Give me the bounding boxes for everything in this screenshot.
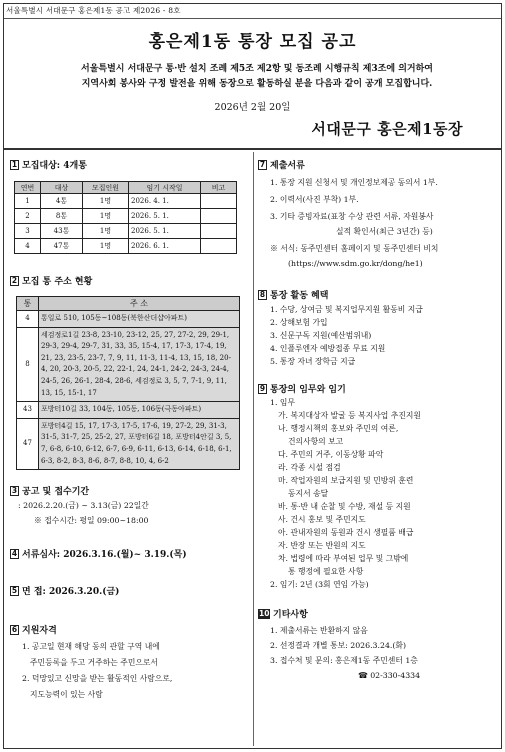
section-number: 4 [11,548,18,558]
section-title: 서류심사: 2026.3.16.(월)~ 3.19.(목) [22,550,187,561]
table-cell [201,209,237,224]
page-title: 홍은제1동 통장 모집 공고 [148,32,357,52]
list-item: 1. 수당, 상여금 및 복지업무지원 활동비 지급 [270,305,423,314]
table-row [17,327,240,402]
list-item: 통 행정에 필요한 사항 [288,567,364,576]
section-recruit-target [10,158,248,171]
list-item: 라. 각종 시설 점검 [278,463,341,472]
other-list [258,624,498,682]
table-row [15,239,237,254]
section-number: 6 [11,624,18,634]
table-row [17,311,240,328]
list-item: 사. 건시 홍보 및 주민지도 [278,515,366,524]
section-title: 기타사항 [273,610,308,620]
list-item: 건의사항의 보고 [288,437,344,446]
table-cell: 세검정로1길 23-8, 23-10, 23-12, 25, 27, 27-2, 29, 29-1, 29-3, 29-4, 29-7, 31, 33, 35, 15-4, 17, 17-3, 17-4, 19, 21, 23, 23-5, 23-7, 7, 9, 11, 11-3, 11-4, 13, 15, 18, 20-4, 20, 20-3, 20-5, 22, 22-1, 24, 24-1, 24-2, 24-3, 24-4, 24-5, 26, 26-1, 28-4, 28-6, 세검정로 3, 5, 7, 7-1, 9, 11, 13, 15, 15-1, 17 [39,327,240,402]
intro-line-1: 서울특별시 서대문구 통·반 설치 조례 제5조 제2항 및 동조례 시행규칙 제3조에 의거하여 [81,64,433,74]
list-item: 실적 확인서(최근 3년간) 등) [336,227,433,236]
address-table [16,296,240,470]
section-title: 통장의 임무와 임기 [270,385,346,395]
table-cell: 2026. 5. 1. [129,224,201,239]
right-column [258,158,498,682]
intro-text [22,62,492,92]
table-cell: 47 [17,418,39,469]
qualification-list [10,640,248,701]
table-cell: 2 [15,209,41,224]
section-number: 8 [259,289,266,299]
section-address-status [10,274,248,287]
list-item: 마. 작업자원의 보급지원 및 민방위 훈련 [278,476,414,485]
col-header: 통 [17,297,39,311]
col-header: 비고 [201,182,237,194]
table-cell: 포방터10길 33, 104동, 105동, 106동(극동아파트) [39,402,240,419]
table-row [17,418,240,469]
section-other [258,607,498,620]
top-rule [4,18,501,19]
notice-number: 서울특별시 서대문구 홍은제1동 공고 제2026 - 8호 [6,6,181,15]
table-header-row [15,182,237,194]
section-number: 2 [11,275,18,285]
list-item: 1. 임무 [270,398,295,407]
list-item: 주민등록을 두고 거주하는 주민으로서 [30,658,158,668]
col-header: 연번 [15,182,41,194]
list-item: 2. 이력서(사진 부착) 1부. [270,195,359,204]
table-cell [201,239,237,254]
list-item: 3. 접수처 및 문의: 홍은제1동 주민센터 1층 [270,656,418,665]
section-number: 3 [11,485,18,495]
list-item: 지도능력이 있는 사람 [30,690,103,700]
period-dates: : 2026.2.20.(금) ~ 3.13(금) 22일간 [18,501,149,511]
table-row [15,209,237,224]
table-cell: 43통 [41,224,83,239]
table-cell: 8통 [41,209,83,224]
table-cell: 1명 [83,224,129,239]
table-cell: 2026. 6. 1. [129,239,201,254]
table-cell: 1 [15,194,41,209]
section-number: 10 [259,608,270,618]
left-column [10,158,248,701]
list-item: 2. 임기: 2년 (3회 연임 가능) [270,580,369,589]
list-item: ※ 서식: 동주민센터 홈페이지 및 동주민센터 비치 [270,244,439,253]
section-documents [258,158,498,171]
documents-list [258,176,498,270]
list-item: 다. 주민의 거주, 이동상황 파악 [278,450,384,459]
contact-phone: ☎ 02-330-4334 [358,671,421,680]
table-row [15,194,237,209]
section-title: 공고 및 접수기간 [22,487,90,498]
section-number: 7 [259,159,266,169]
list-item: 2. 상해보험 가입 [270,318,328,327]
table-cell: 8 [17,327,39,402]
table-cell [201,194,237,209]
section-title: 모집대상: 4개통 [22,161,87,171]
list-item: 차. 법령에 따라 부여된 업무 및 그밖에 [278,554,409,563]
list-item: (https://www.sdm.go.kr/dong/he1) [288,259,423,268]
benefits-list [258,303,498,368]
table-cell: 43 [17,402,39,419]
section-document-review [10,547,248,560]
col-header: 주 소 [39,297,240,311]
section-qualification [10,623,248,636]
list-item: 아. 관내자원의 동원과 건시 생필품 배급 [278,528,414,537]
section-title: 지원자격 [22,626,57,637]
col-header: 임기 시작일 [129,182,201,194]
section-period [10,484,248,497]
list-item: 자. 반장 또는 반원의 지도 [278,541,366,550]
list-item: 1. 통장 지원 신청서 및 개인정보제공 동의서 1부. [270,178,438,187]
col-header: 대상 [41,182,83,194]
section-number: 9 [259,383,266,393]
section-title: 통장 활동 혜택 [270,291,329,301]
table-cell: 2026. 5. 1. [129,209,201,224]
table-row [15,224,237,239]
list-item: 나. 행정시책의 홍보와 주민의 여론, [278,424,399,433]
list-item: 2. 덕망있고 신망을 받는 활동적인 사람으로, [22,674,173,684]
list-item: 5. 통장 자녀 장학금 지급 [270,357,356,366]
table-row [17,402,240,419]
col-header: 모집인원 [83,182,129,194]
table-cell: 1명 [83,209,129,224]
table-cell [201,224,237,239]
section-interview [10,584,248,597]
intro-line-2: 지역사회 봉사와 구정 발전을 위해 동장으로 활동하실 분을 다음과 같이 공개 모집합니다. [81,79,433,89]
column-divider [253,152,254,746]
table-cell: 3 [15,224,41,239]
table-cell: 2026. 4. 1. [129,194,201,209]
table-header-row [17,297,240,311]
issuing-organization: 서대문구 홍은제1동장 [311,120,463,138]
list-item: 1. 공고일 현재 해당 동의 관할 구역 내에 [22,642,160,652]
table-cell: 47통 [41,239,83,254]
section-number: 5 [11,585,18,595]
reception-hours: ※ 접수시간: 평일 09:00~18:00 [34,516,149,526]
list-item: 4. 인플루엔자 예방접종 무료 지원 [270,344,386,353]
section-rule [4,148,501,150]
list-item: 2. 선정결과 개별 통보: 2026.3.24.(화) [270,641,407,650]
section-number: 1 [11,159,18,169]
list-item: 가. 복지대상자 발굴 등 복지사업 추진지원 [278,411,421,420]
recruit-table [14,181,237,254]
list-item: 1. 제출서류는 반환하지 않음 [270,626,368,635]
table-cell: 4 [15,239,41,254]
section-duties [258,382,498,395]
section-title: 모집 통 주소 현황 [22,277,93,287]
notice-date: 2026년 2월 20일 [214,102,291,113]
section-benefits [258,288,498,301]
table-cell: 1명 [83,239,129,254]
section-title: 제출서류 [270,161,305,171]
table-cell: 4 [17,311,39,328]
duties-list [258,396,498,591]
table-cell: 포방터4길 15, 17, 17-3, 17-5, 17-6, 19, 27-2, 29, 31-3, 31-5, 31-7, 25, 25-2, 27, 포방터6길 18, 포방터4안길 3, 5, 7, 6-8, 6-10, 6-12, 6-7, 6-9, 6-11, 6-13, 6-14, 6-18, 6-1, 6-3, 8-2, 8-3, 8-6, 8-7, 8-8, 10, 4, 6-2 [39,418,240,469]
table-cell: 4통 [41,194,83,209]
list-item: 동지서 송달 [288,489,329,498]
section-title: 면 접: 2026.3.20.(금) [22,587,120,598]
table-cell: 통일로 510, 105동~108동(북한산더샵아파트) [39,311,240,328]
list-item: 바. 통·반 내 순찰 및 수방, 재설 등 지원 [278,502,411,511]
list-item: 3. 신문구독 지원(예산범위내) [270,331,372,340]
table-cell: 1명 [83,194,129,209]
list-item: 3. 기타 증빙자료(표창 수상 관련 서류, 자원봉사 [270,212,434,221]
